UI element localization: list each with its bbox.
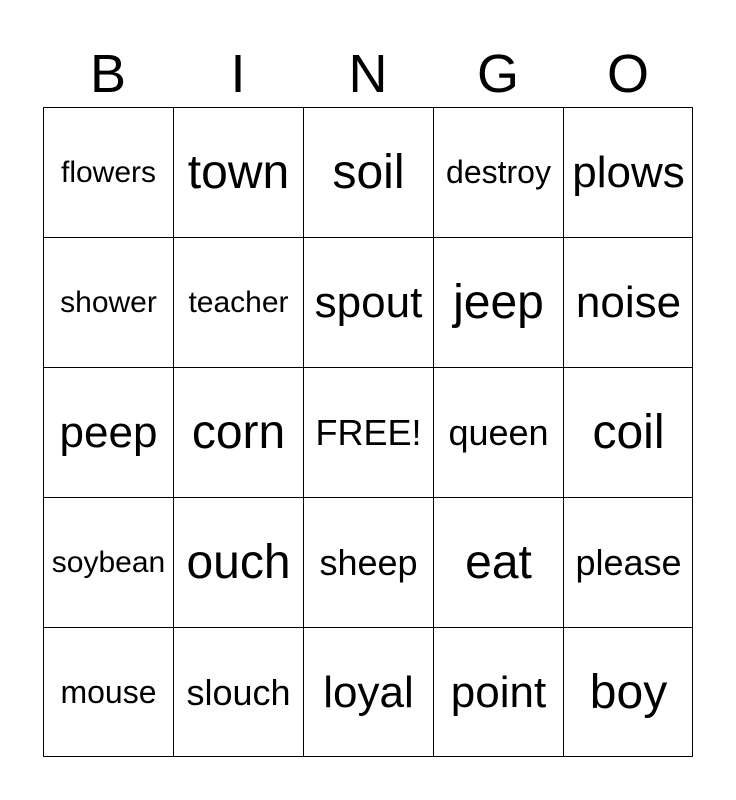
header-letter-n: N	[348, 44, 388, 104]
bingo-cell[interactable]: soil	[303, 107, 433, 237]
bingo-cell[interactable]: coil	[563, 367, 693, 497]
bingo-cell[interactable]: mouse	[43, 627, 173, 757]
bingo-cell[interactable]: point	[433, 627, 563, 757]
bingo-cell[interactable]: slouch	[173, 627, 303, 757]
bingo-cell[interactable]: destroy	[433, 107, 563, 237]
header-letter-i: I	[230, 44, 246, 104]
bingo-cell[interactable]: boy	[563, 627, 693, 757]
bingo-cell[interactable]: shower	[43, 237, 173, 367]
bingo-cell[interactable]: peep	[43, 367, 173, 497]
bingo-cell[interactable]: spout	[303, 237, 433, 367]
bingo-cell[interactable]: soybean	[43, 497, 173, 627]
bingo-board	[43, 107, 693, 757]
bingo-cell[interactable]: corn	[173, 367, 303, 497]
bingo-header	[43, 40, 693, 108]
bingo-cell[interactable]: jeep	[433, 237, 563, 367]
free-space-cell[interactable]: FREE!	[303, 367, 433, 497]
bingo-cell[interactable]: queen	[433, 367, 563, 497]
header-letter-o: O	[606, 44, 649, 104]
bingo-cell[interactable]: sheep	[303, 497, 433, 627]
bingo-cell[interactable]: eat	[433, 497, 563, 627]
bingo-cell[interactable]: plows	[563, 107, 693, 237]
bingo-cell[interactable]: teacher	[173, 237, 303, 367]
bingo-cell[interactable]: town	[173, 107, 303, 237]
bingo-cell[interactable]: noise	[563, 237, 693, 367]
bingo-cell[interactable]: loyal	[303, 627, 433, 757]
header-letter-g: G	[476, 44, 519, 104]
header-letter-b: B	[89, 44, 127, 104]
bingo-cell[interactable]: ouch	[173, 497, 303, 627]
bingo-cell[interactable]: please	[563, 497, 693, 627]
bingo-cell[interactable]: flowers	[43, 107, 173, 237]
